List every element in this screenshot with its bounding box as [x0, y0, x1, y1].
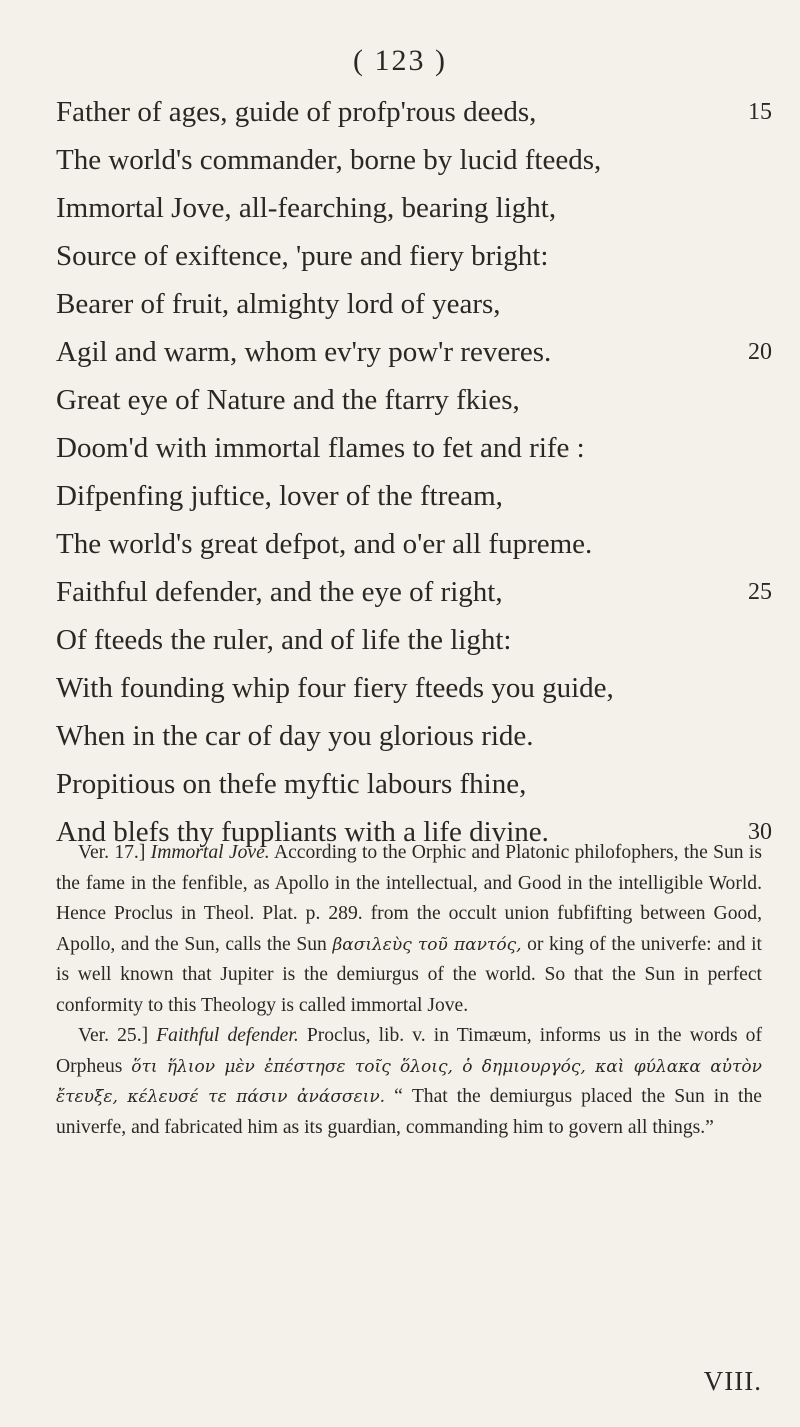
verse-text: Doom'd with immortal flames to fet and rife :	[56, 432, 585, 464]
footnote-paragraph	[56, 838, 762, 1021]
verse-line	[56, 472, 756, 520]
verse-line	[56, 88, 772, 136]
line-number: 15	[748, 99, 772, 125]
verse-line	[56, 376, 756, 424]
verse-text: And blefs thy fuppliants with a life divine.	[56, 816, 549, 848]
verse-line	[56, 568, 772, 616]
footnote-ref: Ver. 17.]	[78, 842, 146, 863]
footnotes	[56, 838, 762, 1143]
verse-line	[56, 280, 756, 328]
line-number: 30	[748, 819, 772, 845]
verse-line	[56, 520, 756, 568]
footnote-ver-25	[56, 1021, 762, 1143]
verse-text: Difpenfing juftice, lover of the ftream,	[56, 480, 503, 512]
verse-block	[56, 88, 772, 856]
verse-text: Propitious on thefe myftic labours fhine,	[56, 768, 527, 800]
verse-line	[56, 664, 756, 712]
verse-text: The world's great defpot, and o'er all fupreme.	[56, 528, 593, 560]
footnote-text: or king of the univerfe: and it is well known that Jupiter is the demiurgus of the world. So that the Sun in perfect conformity to this Theology is called immortal Jove.	[56, 933, 762, 1016]
verse-line	[56, 760, 756, 808]
footnote-ver-17	[56, 838, 762, 1021]
greek-quote: ὅτι ἥλιον μὲν ἐπέστησε τοῖς ὅλοις, ὁ δημιουργός, καὶ φύλακα αὐτὸν ἔτευξε, κέλευσέ τε πάσιν ἀνάσσειν.	[56, 1056, 762, 1107]
verse-line	[56, 616, 756, 664]
footnote-text: “ That the demiurgus placed the Sun in the univerfe, and fabricated him as its guardian, commanding him to govern all things.”	[56, 1086, 762, 1138]
line-number: 20	[748, 339, 772, 365]
verse-text: Source of exiftence, 'pure and fiery bright:	[56, 240, 549, 272]
verse-line	[56, 712, 756, 760]
verse-line	[56, 136, 756, 184]
verse-text: The world's commander, borne by lucid fteeds,	[56, 144, 602, 176]
line-number: 25	[748, 579, 772, 605]
verse-text: Father of ages, guide of profp'rous deeds,	[56, 96, 537, 128]
verse-text: Agil and warm, whom ev'ry pow'r reveres.	[56, 336, 552, 368]
footnote-ref: Ver. 25.]	[78, 1025, 149, 1046]
verse-text: Faithful defender, and the eye of right,	[56, 576, 503, 608]
verse-text: Bearer of fruit, almighty lord of years,	[56, 288, 501, 320]
verse-text: Great eye of Nature and the ftarry fkies,	[56, 384, 520, 416]
page-number: ( 123 )	[353, 44, 447, 77]
verse-text: With founding whip four fiery fteeds you guide,	[56, 672, 614, 704]
verse-line	[56, 424, 756, 472]
greek-quote: βασιλεὺς τοῦ παντός,	[332, 934, 522, 955]
verse-text: When in the car of day you glorious ride.	[56, 720, 534, 752]
footnote-text: According to the Orphic and Platonic philofophers, the Sun is the fame in the fenfible, as Apollo in the intellectual, and Good in the intelligible World. Hence Proclus in Theol. Plat. p. 289. from the occult union fubfifting between Good, Apollo, and the Sun, calls the Sun	[56, 842, 762, 955]
catchword: VIII.	[703, 1366, 762, 1396]
verse-line	[56, 232, 756, 280]
verse-text: Immortal Jove, all-fearching, bearing light,	[56, 192, 557, 224]
verse-line	[56, 184, 756, 232]
footnote-text: Proclus, lib. v. in Timæum, informs us in the words of Orpheus	[56, 1025, 762, 1077]
verse-text: Of fteeds the ruler, and of life the light:	[56, 624, 512, 656]
footnote-title: Immortal Jove.	[150, 842, 270, 863]
footnote-paragraph	[56, 1021, 762, 1143]
footnote-title: Faithful defender.	[156, 1025, 299, 1046]
verse-line	[56, 328, 772, 376]
